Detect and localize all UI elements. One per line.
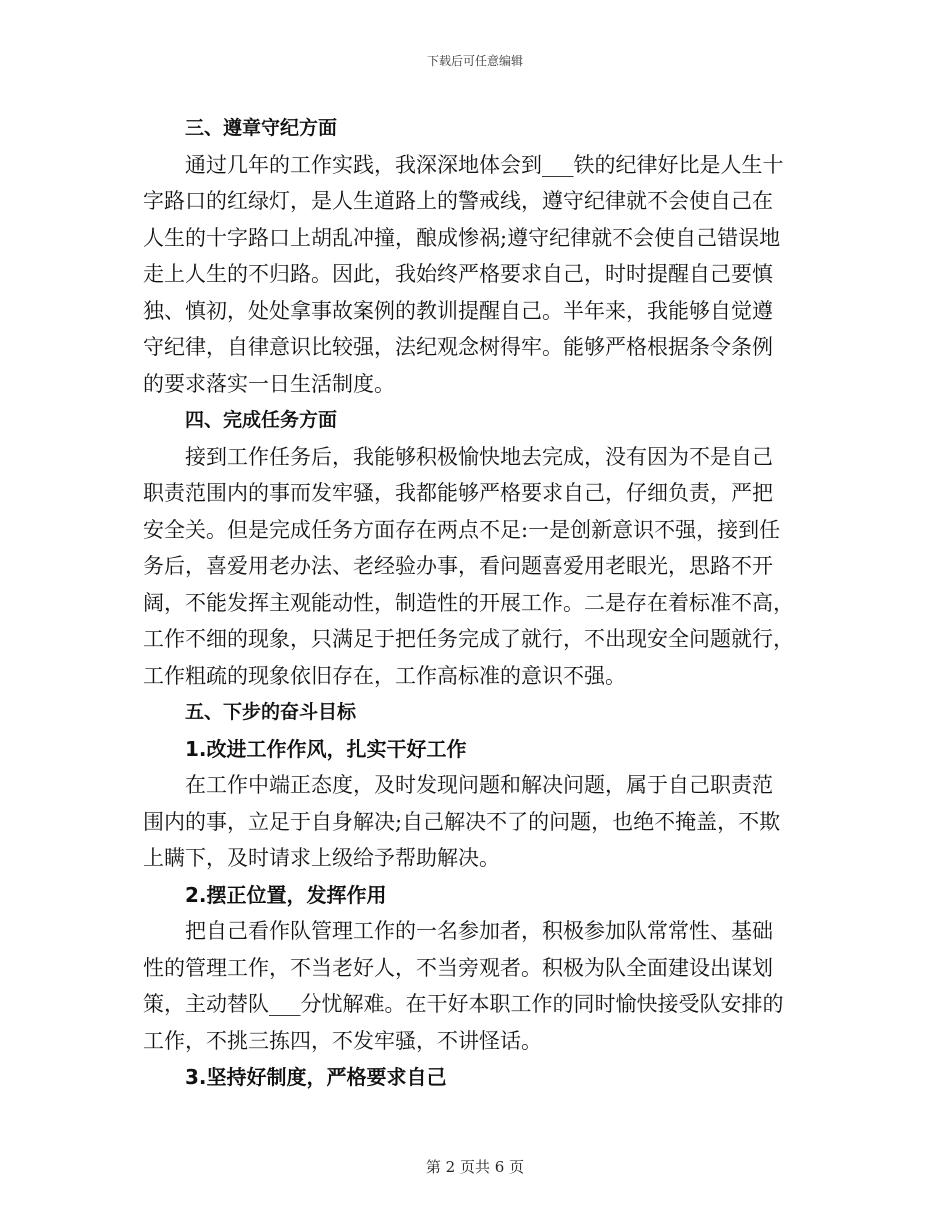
document-body — [143, 110, 807, 1096]
paragraph-line: 性的管理工作，不当老好人，不当旁观者。积极为队全面建设出谋划 — [143, 955, 773, 980]
paragraph-line: 在工作中端正态度，及时发现问题和解决问题，属于自己职责范 — [185, 773, 773, 797]
page-number: 第 2 页共 6 页 — [425, 1158, 525, 1176]
paragraph-line: 人生的十字路口上胡乱冲撞，酿成惨祸;遵守纪律就不会使自己错误地 — [143, 225, 781, 250]
paragraph-line: 策，主动替队___分忧解难。在干好本职工作的同时愉快接受队安排的 — [143, 992, 784, 1016]
section-heading: 四、完成任务方面 — [185, 409, 338, 431]
paragraph-line: 把自己看作队管理工作的一名参加者，积极参加队常常性、基础 — [185, 919, 773, 943]
paragraph-line: 的要求落实一日生活制度。 — [143, 371, 395, 396]
paragraph-line: 职责范围内的事而发牢骚，我都能够严格要求自己，仔细负责，严把 — [143, 481, 773, 505]
section-heading: 三、遵章守纪方面 — [185, 117, 338, 139]
paragraph-line: 上瞒下，及时请求上级给予帮助解决。 — [143, 846, 500, 870]
subsection-heading: 2.摆正位置，发挥作用 — [185, 882, 387, 907]
paragraph-line: 通过几年的工作实践，我深深地体会到___铁的纪律好比是人生十 — [185, 152, 784, 177]
paragraph-line: 工作不细的现象，只满足于把任务完成了就行，不出现安全问题就行， — [143, 627, 794, 651]
paragraph-line: 独、慎初，处处拿事故案例的教训提醒自己。半年来，我能够自觉遵 — [143, 298, 773, 323]
subsection-heading: 1.改进工作作风，扎实干好工作 — [185, 736, 467, 761]
section-heading: 五、下步的奋斗目标 — [185, 701, 357, 723]
paragraph-line: 围内的事，立足于自身解决;自己解决不了的问题，也绝不掩盖，不欺 — [143, 809, 781, 834]
page-header: 下载后可任意编辑 — [426, 54, 523, 68]
paragraph-line: 接到工作任务后，我能够积极愉快地去完成，没有因为不是自己 — [185, 444, 773, 469]
paragraph-line: 工作粗疏的现象依旧存在，工作高标准的意识不强。 — [143, 663, 626, 688]
paragraph-line: 工作，不挑三拣四，不发牢骚，不讲怪话。 — [143, 1028, 542, 1053]
paragraph-line: 务后，喜爱用老办法、老经验办事，看问题喜爱用老眼光，思路不开 — [143, 554, 773, 578]
paragraph-line: 安全关。但是完成任务方面存在两点不足:一是创新意识不强，接到任 — [143, 517, 781, 542]
subsection-heading: 3.坚持好制度，严格要求自己 — [185, 1065, 447, 1089]
paragraph-line: 守纪律，自律意识比较强，法纪观念树得牢。能够严格根据条令条例 — [143, 335, 773, 359]
paragraph-line: 字路口的红绿灯，是人生道路上的警戒线，遵守纪律就不会使自己在 — [143, 189, 773, 213]
paragraph-line: 阔，不能发挥主观能动性，制造性的开展工作。二是存在着标准不高， — [143, 590, 794, 615]
paragraph-line: 走上人生的不归路。因此，我始终严格要求自己，时时提醒自己要慎 — [143, 262, 773, 286]
